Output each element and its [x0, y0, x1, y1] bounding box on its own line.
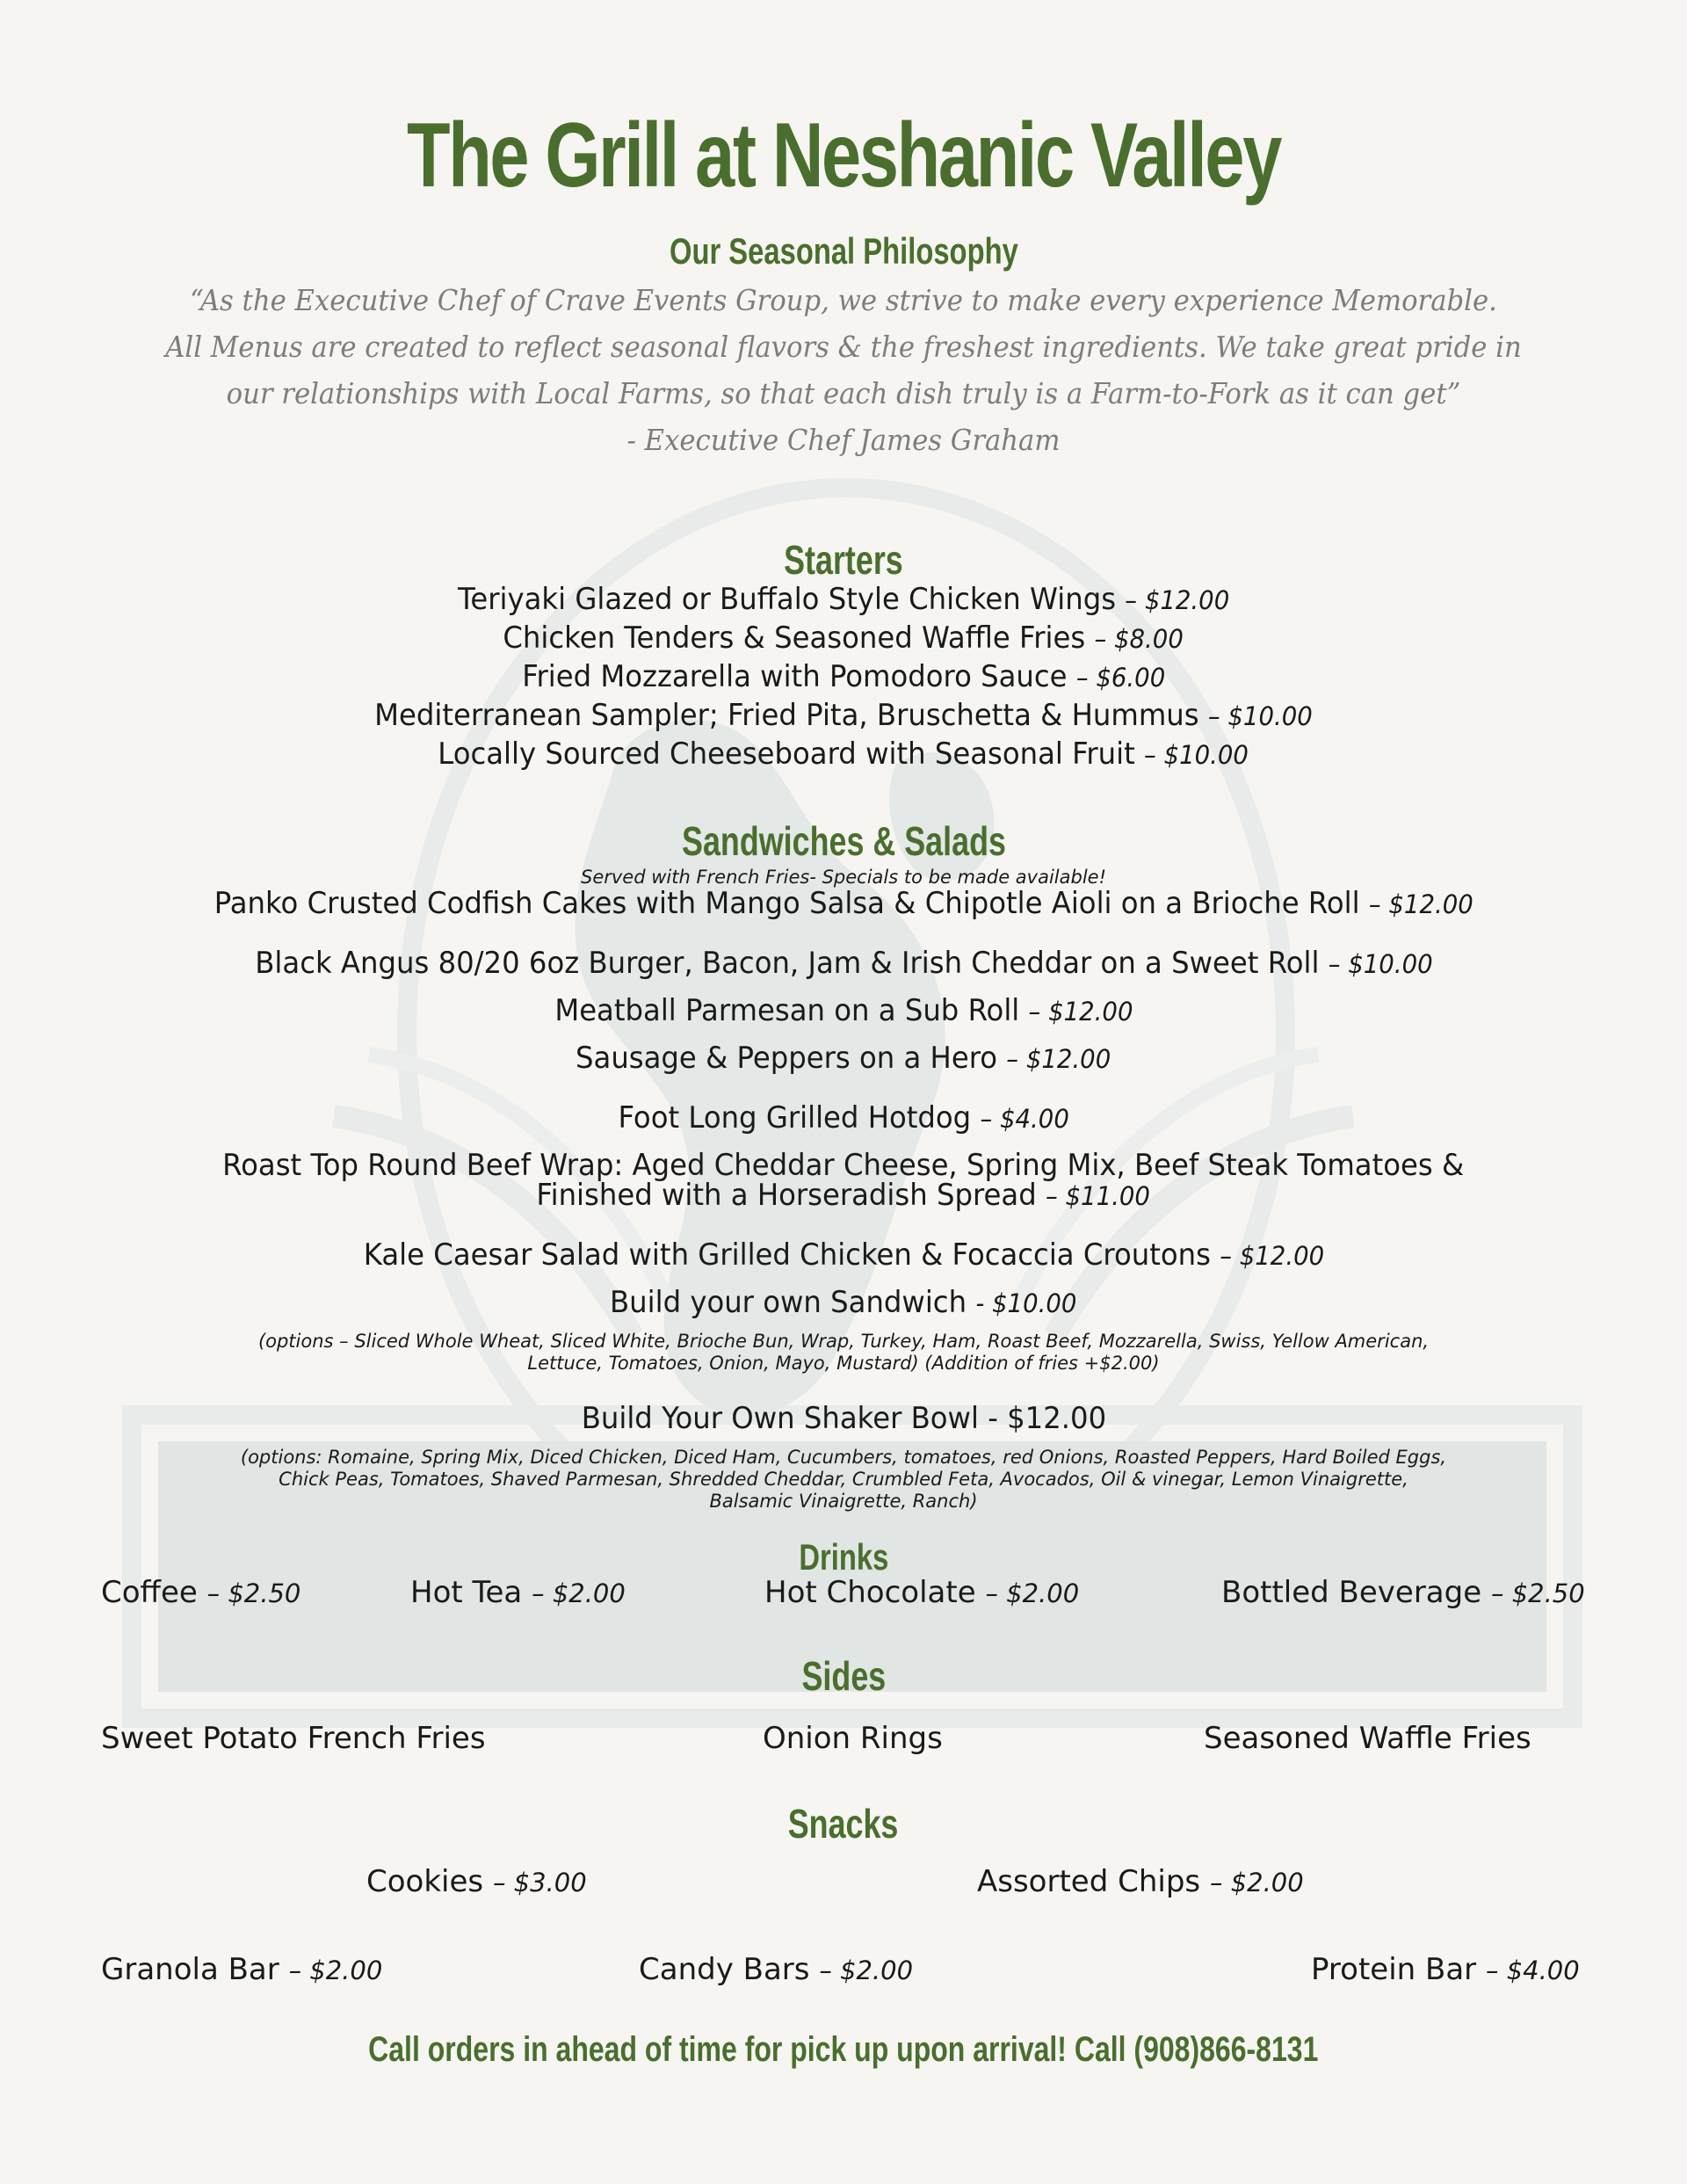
drink-item: Bottled Beverage – $2.50: [1221, 1575, 1585, 1610]
sides-heading: Sides: [801, 1653, 886, 1699]
menu-item: Roast Top Round Beef Wrap: Aged Cheddar Cheese, Spring Mix, Beef Steak Tomatoes &: [222, 1148, 1465, 1183]
menu-item: Meatball Parmesan on a Sub Roll – $12.00: [554, 993, 1133, 1028]
menu-item: Teriyaki Glazed or Buffalo Style Chicken Wings – $12.00: [457, 582, 1230, 617]
menu-item: Foot Long Grilled Hotdog – $4.00: [618, 1100, 1069, 1136]
philosophy-heading: Our Seasonal Philosophy: [669, 230, 1018, 272]
chef-quote: [0, 277, 1687, 463]
sandwiches-heading: Sandwiches & Salads: [681, 818, 1006, 864]
snacks-heading: Snacks: [788, 1801, 899, 1847]
side-item: Sweet Potato French Fries: [101, 1721, 486, 1756]
snack-item: Cookies – $3.00: [366, 1864, 587, 1899]
menu-item: Black Angus 80/20 6oz Burger, Bacon, Jam & Irish Cheddar on a Sweet Roll – $10.00: [254, 946, 1433, 981]
restaurant-title: The Grill at Neshanic Valley: [406, 105, 1280, 207]
menu-item: Kale Caesar Salad with Grilled Chicken & Focaccia Croutons – $12.00: [363, 1237, 1324, 1273]
snack-item: Granola Bar – $2.00: [101, 1952, 383, 1987]
call-ahead-footer: Call orders in ahead of time for pick up upon arrival! Call (908)866-8131: [368, 2030, 1319, 2069]
quote-line: “As the Executive Chef of Crave Events Group, we strive to make every experience Memorable.: [190, 283, 1497, 317]
menu-item: Chicken Tenders & Seasoned Waffle Fries – $8.00: [503, 620, 1184, 656]
sandwiches-note: Served with French Fries- Specials to be made available!: [580, 867, 1107, 888]
snack-item: Protein Bar – $4.00: [1311, 1952, 1580, 1987]
menu-item: Build your own Sandwich - $10.00: [610, 1285, 1077, 1320]
side-item: Onion Rings: [763, 1721, 943, 1756]
menu-item: Locally Sourced Cheeseboard with Seasonal Fruit – $10.00: [438, 736, 1249, 772]
side-item: Seasoned Waffle Fries: [1204, 1721, 1531, 1756]
menu-item: Sausage & Peppers on a Hero – $12.00: [576, 1041, 1111, 1076]
sandwich-options: (options – Sliced Whole Wheat, Sliced White, Brioche Bun, Wrap, Turkey, Ham, Roast Beef, Mozzarella, Swiss, Yellow American, Lettuce, Tomatoes, Onion, Mayo, Mustard) (Addition of fries +$2.00): [257, 1331, 1430, 1374]
menu-item: Fried Mozzarella with Pomodoro Sauce – $6.00: [522, 659, 1165, 694]
menu-item: Finished with a Horseradish Spread – $11.00: [536, 1178, 1151, 1213]
drink-item: Hot Tea – $2.00: [410, 1575, 626, 1610]
drink-item: Coffee – $2.50: [101, 1575, 301, 1610]
quote-line: our relationships with Local Farms, so that each dish truly is a Farm-to-Fork as it can get”: [226, 376, 1461, 410]
drinks-heading: Drinks: [799, 1536, 888, 1578]
drink-item: Hot Chocolate – $2.00: [764, 1575, 1080, 1610]
starters-heading: Starters: [784, 537, 903, 583]
quote-line: All Menus are created to reflect seasonal flavors & the freshest ingredients. We take great pride in: [165, 330, 1522, 364]
snack-item: Candy Bars – $2.00: [639, 1952, 914, 1987]
quote-attribution: - Executive Chef James Graham: [626, 423, 1061, 457]
menu-item: Panko Crusted Codfish Cakes with Mango Salsa & Chipotle Aioli on a Brioche Roll – $12.00: [214, 886, 1473, 921]
snack-item: Assorted Chips – $2.00: [977, 1864, 1304, 1899]
shaker-bowl-item: Build Your Own Shaker Bowl - $12.00: [581, 1401, 1106, 1436]
menu-item: Mediterranean Sampler; Fried Pita, Bruschetta & Hummus – $10.00: [374, 698, 1313, 733]
bowl-options: (options: Romaine, Spring Mix, Diced Chicken, Diced Ham, Cucumbers, tomatoes, red Onions, Roasted Peppers, Hard Boiled Eggs, Chick Peas, Tomatoes, Shaved Parmesan, Shredded Cheddar, Crumbled Feta, Avocados, Oil & vinegar, Lemon Vinaigrette, Balsamic Vinaigrette, Ranch): [240, 1447, 1447, 1512]
